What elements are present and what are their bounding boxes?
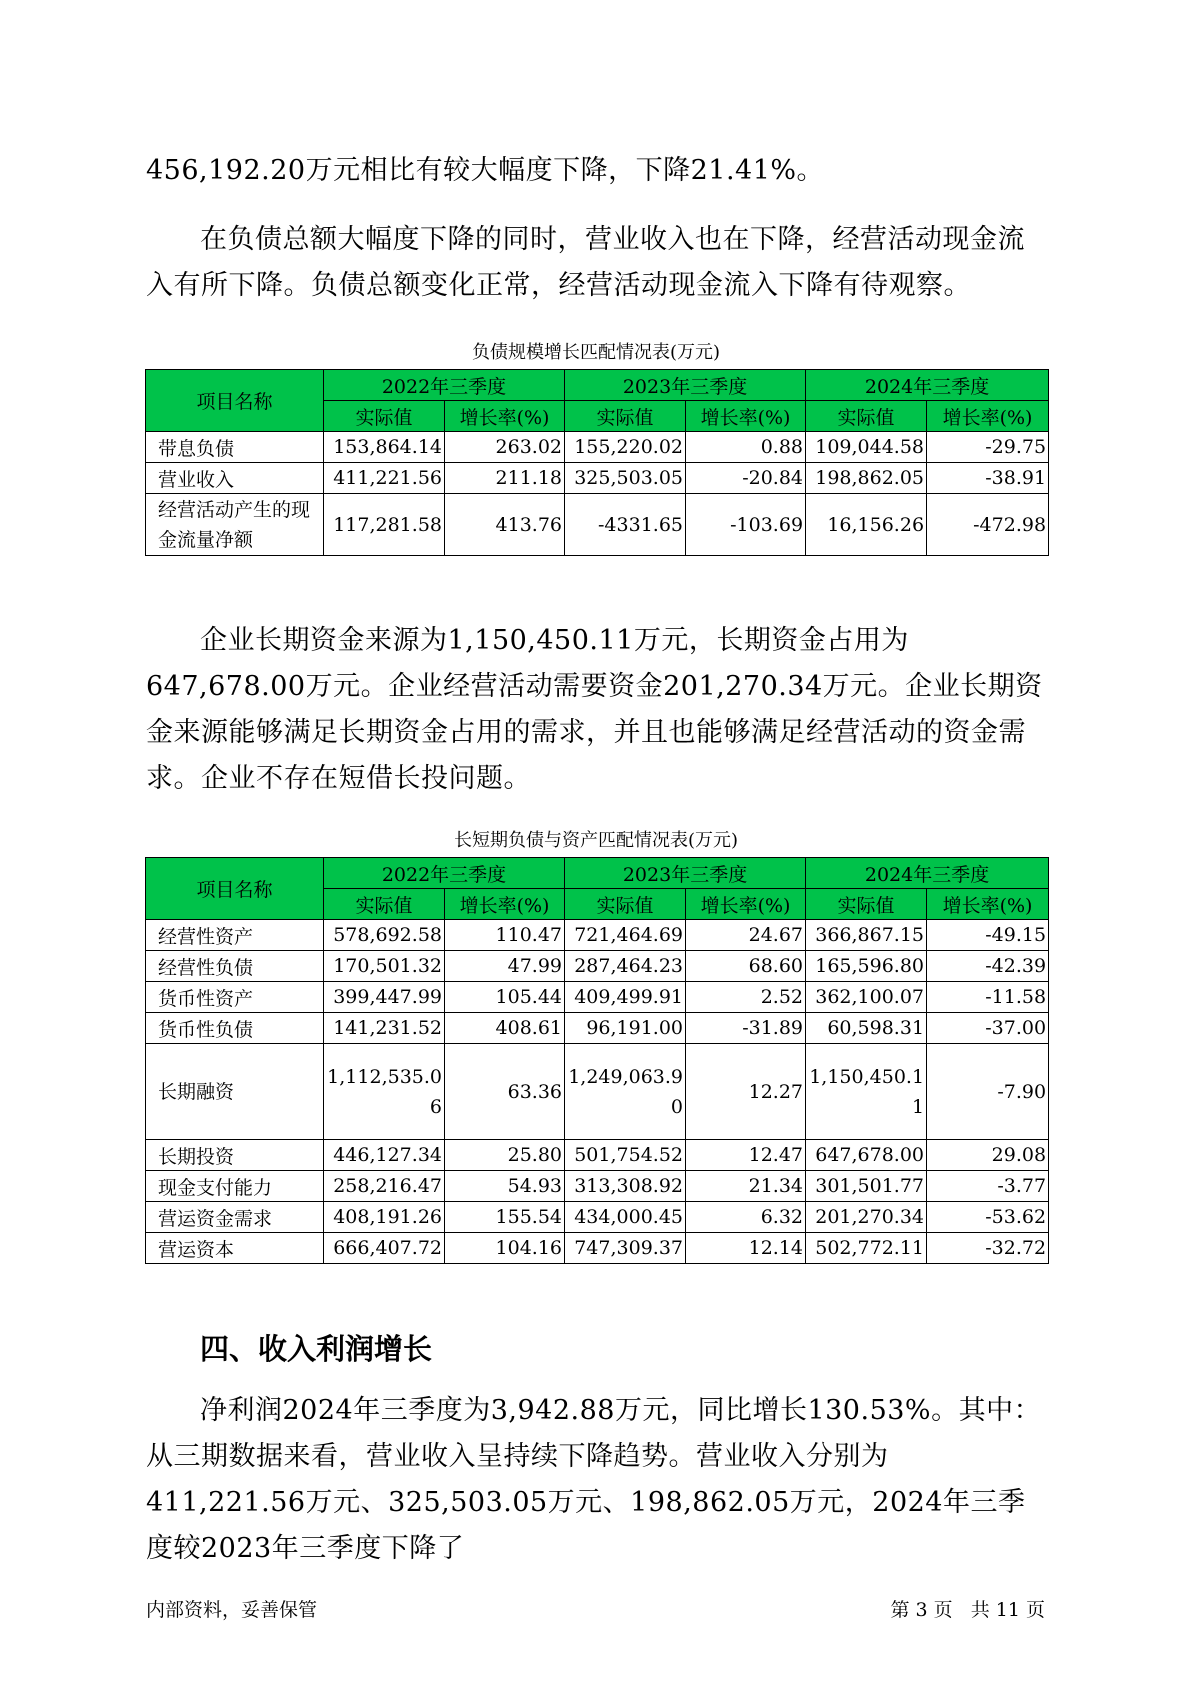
table-row <box>146 1171 1049 1202</box>
cell-growth-rate: -3.77 <box>927 1171 1049 1202</box>
cell-growth-rate: -7.90 <box>927 1044 1049 1140</box>
cell-actual-value: 258,216.47 <box>324 1171 445 1202</box>
table1-header-growth: 增长率(%) <box>686 401 806 432</box>
liability-asset-match-table <box>145 857 1049 1264</box>
cell-actual-value: 16,156.26 <box>806 494 927 556</box>
cell-growth-rate: 0.88 <box>686 432 806 463</box>
cell-actual-value: 399,447.99 <box>324 982 445 1013</box>
row-label: 现金支付能力 <box>146 1171 324 1202</box>
table2-header-growth: 增长率(%) <box>445 889 565 920</box>
table-row <box>146 920 1049 951</box>
cell-growth-rate: 12.14 <box>686 1233 806 1264</box>
row-label: 经营性负债 <box>146 951 324 982</box>
cell-growth-rate: -20.84 <box>686 463 806 494</box>
cell-actual-value: 502,772.11 <box>806 1233 927 1264</box>
table2-header-actual: 实际值 <box>565 889 686 920</box>
cell-actual-value: 1,112,535.06 <box>324 1044 445 1140</box>
table-row <box>146 951 1049 982</box>
cell-growth-rate: 211.18 <box>445 463 565 494</box>
table-row <box>146 1233 1049 1264</box>
table2-header-item: 项目名称 <box>146 858 324 920</box>
footer-page-number: 第 3 页 共 11 页 <box>890 1599 1045 1621</box>
cell-actual-value: -4331.65 <box>565 494 686 556</box>
table1-header-period-2023: 2023年三季度 <box>565 370 806 401</box>
cell-growth-rate: 12.47 <box>686 1140 806 1171</box>
cell-actual-value: 198,862.05 <box>806 463 927 494</box>
cell-actual-value: 1,249,063.90 <box>565 1044 686 1140</box>
table-row <box>146 1140 1049 1171</box>
cell-growth-rate: -31.89 <box>686 1013 806 1044</box>
cell-actual-value: 60,598.31 <box>806 1013 927 1044</box>
cell-growth-rate: -42.39 <box>927 951 1049 982</box>
cell-actual-value: 201,270.34 <box>806 1202 927 1233</box>
row-label: 营运资金需求 <box>146 1202 324 1233</box>
table1-header-growth: 增长率(%) <box>927 401 1049 432</box>
table-row <box>146 1202 1049 1233</box>
table2-header-actual: 实际值 <box>806 889 927 920</box>
row-label: 货币性资产 <box>146 982 324 1013</box>
table-row <box>146 463 1049 494</box>
cell-actual-value: 96,191.00 <box>565 1013 686 1044</box>
cell-actual-value: 165,596.80 <box>806 951 927 982</box>
row-label: 经营活动产生的现金流量净额 <box>146 494 324 556</box>
cell-growth-rate: 54.93 <box>445 1171 565 1202</box>
table-row <box>146 1044 1049 1140</box>
cell-actual-value: 408,191.26 <box>324 1202 445 1233</box>
cell-actual-value: 313,308.92 <box>565 1171 686 1202</box>
table1-caption: 负债规模增长匹配情况表(万元) <box>471 342 721 363</box>
table2-header-period-2024: 2024年三季度 <box>806 858 1049 889</box>
cell-growth-rate: 105.44 <box>445 982 565 1013</box>
table2-header-actual: 实际值 <box>324 889 445 920</box>
cell-actual-value: 721,464.69 <box>565 920 686 951</box>
cell-actual-value: 501,754.52 <box>565 1140 686 1171</box>
row-label: 长期投资 <box>146 1140 324 1171</box>
cell-actual-value: 362,100.07 <box>806 982 927 1013</box>
cell-growth-rate: -49.15 <box>927 920 1049 951</box>
table2-caption: 长短期负债与资产匹配情况表(万元) <box>453 830 739 851</box>
cell-actual-value: 747,309.37 <box>565 1233 686 1264</box>
table2-header-growth: 增长率(%) <box>686 889 806 920</box>
cell-growth-rate: -103.69 <box>686 494 806 556</box>
cell-growth-rate: 155.54 <box>445 1202 565 1233</box>
cell-growth-rate: -32.72 <box>927 1233 1049 1264</box>
cell-actual-value: 325,503.05 <box>565 463 686 494</box>
table1-header-period-2022: 2022年三季度 <box>324 370 565 401</box>
cell-actual-value: 301,501.77 <box>806 1171 927 1202</box>
cell-actual-value: 411,221.56 <box>324 463 445 494</box>
cell-growth-rate: -11.58 <box>927 982 1049 1013</box>
cell-actual-value: 409,499.91 <box>565 982 686 1013</box>
cell-growth-rate: 413.76 <box>445 494 565 556</box>
cell-actual-value: 109,044.58 <box>806 432 927 463</box>
cell-growth-rate: -38.91 <box>927 463 1049 494</box>
cell-actual-value: 153,864.14 <box>324 432 445 463</box>
table1-header-actual: 实际值 <box>324 401 445 432</box>
row-label: 营业收入 <box>146 463 324 494</box>
row-label: 经营性资产 <box>146 920 324 951</box>
table-row <box>146 494 1049 556</box>
paragraph-4: 净利润2024年三季度为3,942.88万元，同比增长130.53%。其中：从三期数据来看，营业收入呈持续下降趋势。营业收入分别为411,221.56万元、325,503.05万元、198,862.05万元，2024年三季度较2023年三季度下降了 <box>146 1395 1042 1564</box>
cell-actual-value: 1,150,450.11 <box>806 1044 927 1140</box>
row-label: 货币性负债 <box>146 1013 324 1044</box>
cell-actual-value: 578,692.58 <box>324 920 445 951</box>
cell-actual-value: 434,000.45 <box>565 1202 686 1233</box>
cell-growth-rate: 25.80 <box>445 1140 565 1171</box>
cell-actual-value: 366,867.15 <box>806 920 927 951</box>
cell-growth-rate: 12.27 <box>686 1044 806 1140</box>
row-label: 营运资本 <box>146 1233 324 1264</box>
cell-growth-rate: 21.34 <box>686 1171 806 1202</box>
cell-growth-rate: 2.52 <box>686 982 806 1013</box>
cell-growth-rate: 110.47 <box>445 920 565 951</box>
paragraph-3: 企业长期资金来源为1,150,450.11万元，长期资金占用为647,678.00万元。企业经营活动需要资金201,270.34万元。企业长期资金来源能够满足长期资金占用的需求，并且也能够满足经营活动的资金需求。企业不存在短借长投问题。 <box>146 625 1043 794</box>
table-row <box>146 432 1049 463</box>
cell-actual-value: 287,464.23 <box>565 951 686 982</box>
cell-growth-rate: -37.00 <box>927 1013 1049 1044</box>
table-row <box>146 982 1049 1013</box>
cell-actual-value: 117,281.58 <box>324 494 445 556</box>
table2-header-growth: 增长率(%) <box>927 889 1049 920</box>
liability-growth-table <box>145 369 1049 556</box>
table1-header-item: 项目名称 <box>146 370 324 432</box>
cell-growth-rate: 47.99 <box>445 951 565 982</box>
cell-growth-rate: 29.08 <box>927 1140 1049 1171</box>
row-label: 带息负债 <box>146 432 324 463</box>
cell-growth-rate: 104.16 <box>445 1233 565 1264</box>
table1-header-growth: 增长率(%) <box>445 401 565 432</box>
cell-growth-rate: 6.32 <box>686 1202 806 1233</box>
cell-actual-value: 141,231.52 <box>324 1013 445 1044</box>
paragraph-1: 456,192.20万元相比有较大幅度下降，下降21.41%。 <box>146 155 825 186</box>
cell-growth-rate: -29.75 <box>927 432 1049 463</box>
table2-header-period-2022: 2022年三季度 <box>324 858 565 889</box>
table-row <box>146 1013 1049 1044</box>
footer-confidential-note: 内部资料，妥善保管 <box>146 1599 318 1621</box>
table1-header-period-2024: 2024年三季度 <box>806 370 1049 401</box>
paragraph-2: 在负债总额大幅度下降的同时，营业收入也在下降，经营活动现金流入有所下降。负债总额变化正常，经营活动现金流入下降有待观察。 <box>146 224 1025 301</box>
cell-actual-value: 170,501.32 <box>324 951 445 982</box>
table1-header-actual: 实际值 <box>806 401 927 432</box>
section-heading: 四、收入利润增长 <box>200 1332 433 1366</box>
cell-growth-rate: -53.62 <box>927 1202 1049 1233</box>
cell-actual-value: 446,127.34 <box>324 1140 445 1171</box>
cell-growth-rate: 68.60 <box>686 951 806 982</box>
cell-actual-value: 647,678.00 <box>806 1140 927 1171</box>
cell-growth-rate: -472.98 <box>927 494 1049 556</box>
cell-growth-rate: 408.61 <box>445 1013 565 1044</box>
cell-growth-rate: 63.36 <box>445 1044 565 1140</box>
table2-header-period-2023: 2023年三季度 <box>565 858 806 889</box>
cell-actual-value: 666,407.72 <box>324 1233 445 1264</box>
cell-actual-value: 155,220.02 <box>565 432 686 463</box>
row-label: 长期融资 <box>146 1044 324 1140</box>
cell-growth-rate: 24.67 <box>686 920 806 951</box>
cell-growth-rate: 263.02 <box>445 432 565 463</box>
table1-header-actual: 实际值 <box>565 401 686 432</box>
